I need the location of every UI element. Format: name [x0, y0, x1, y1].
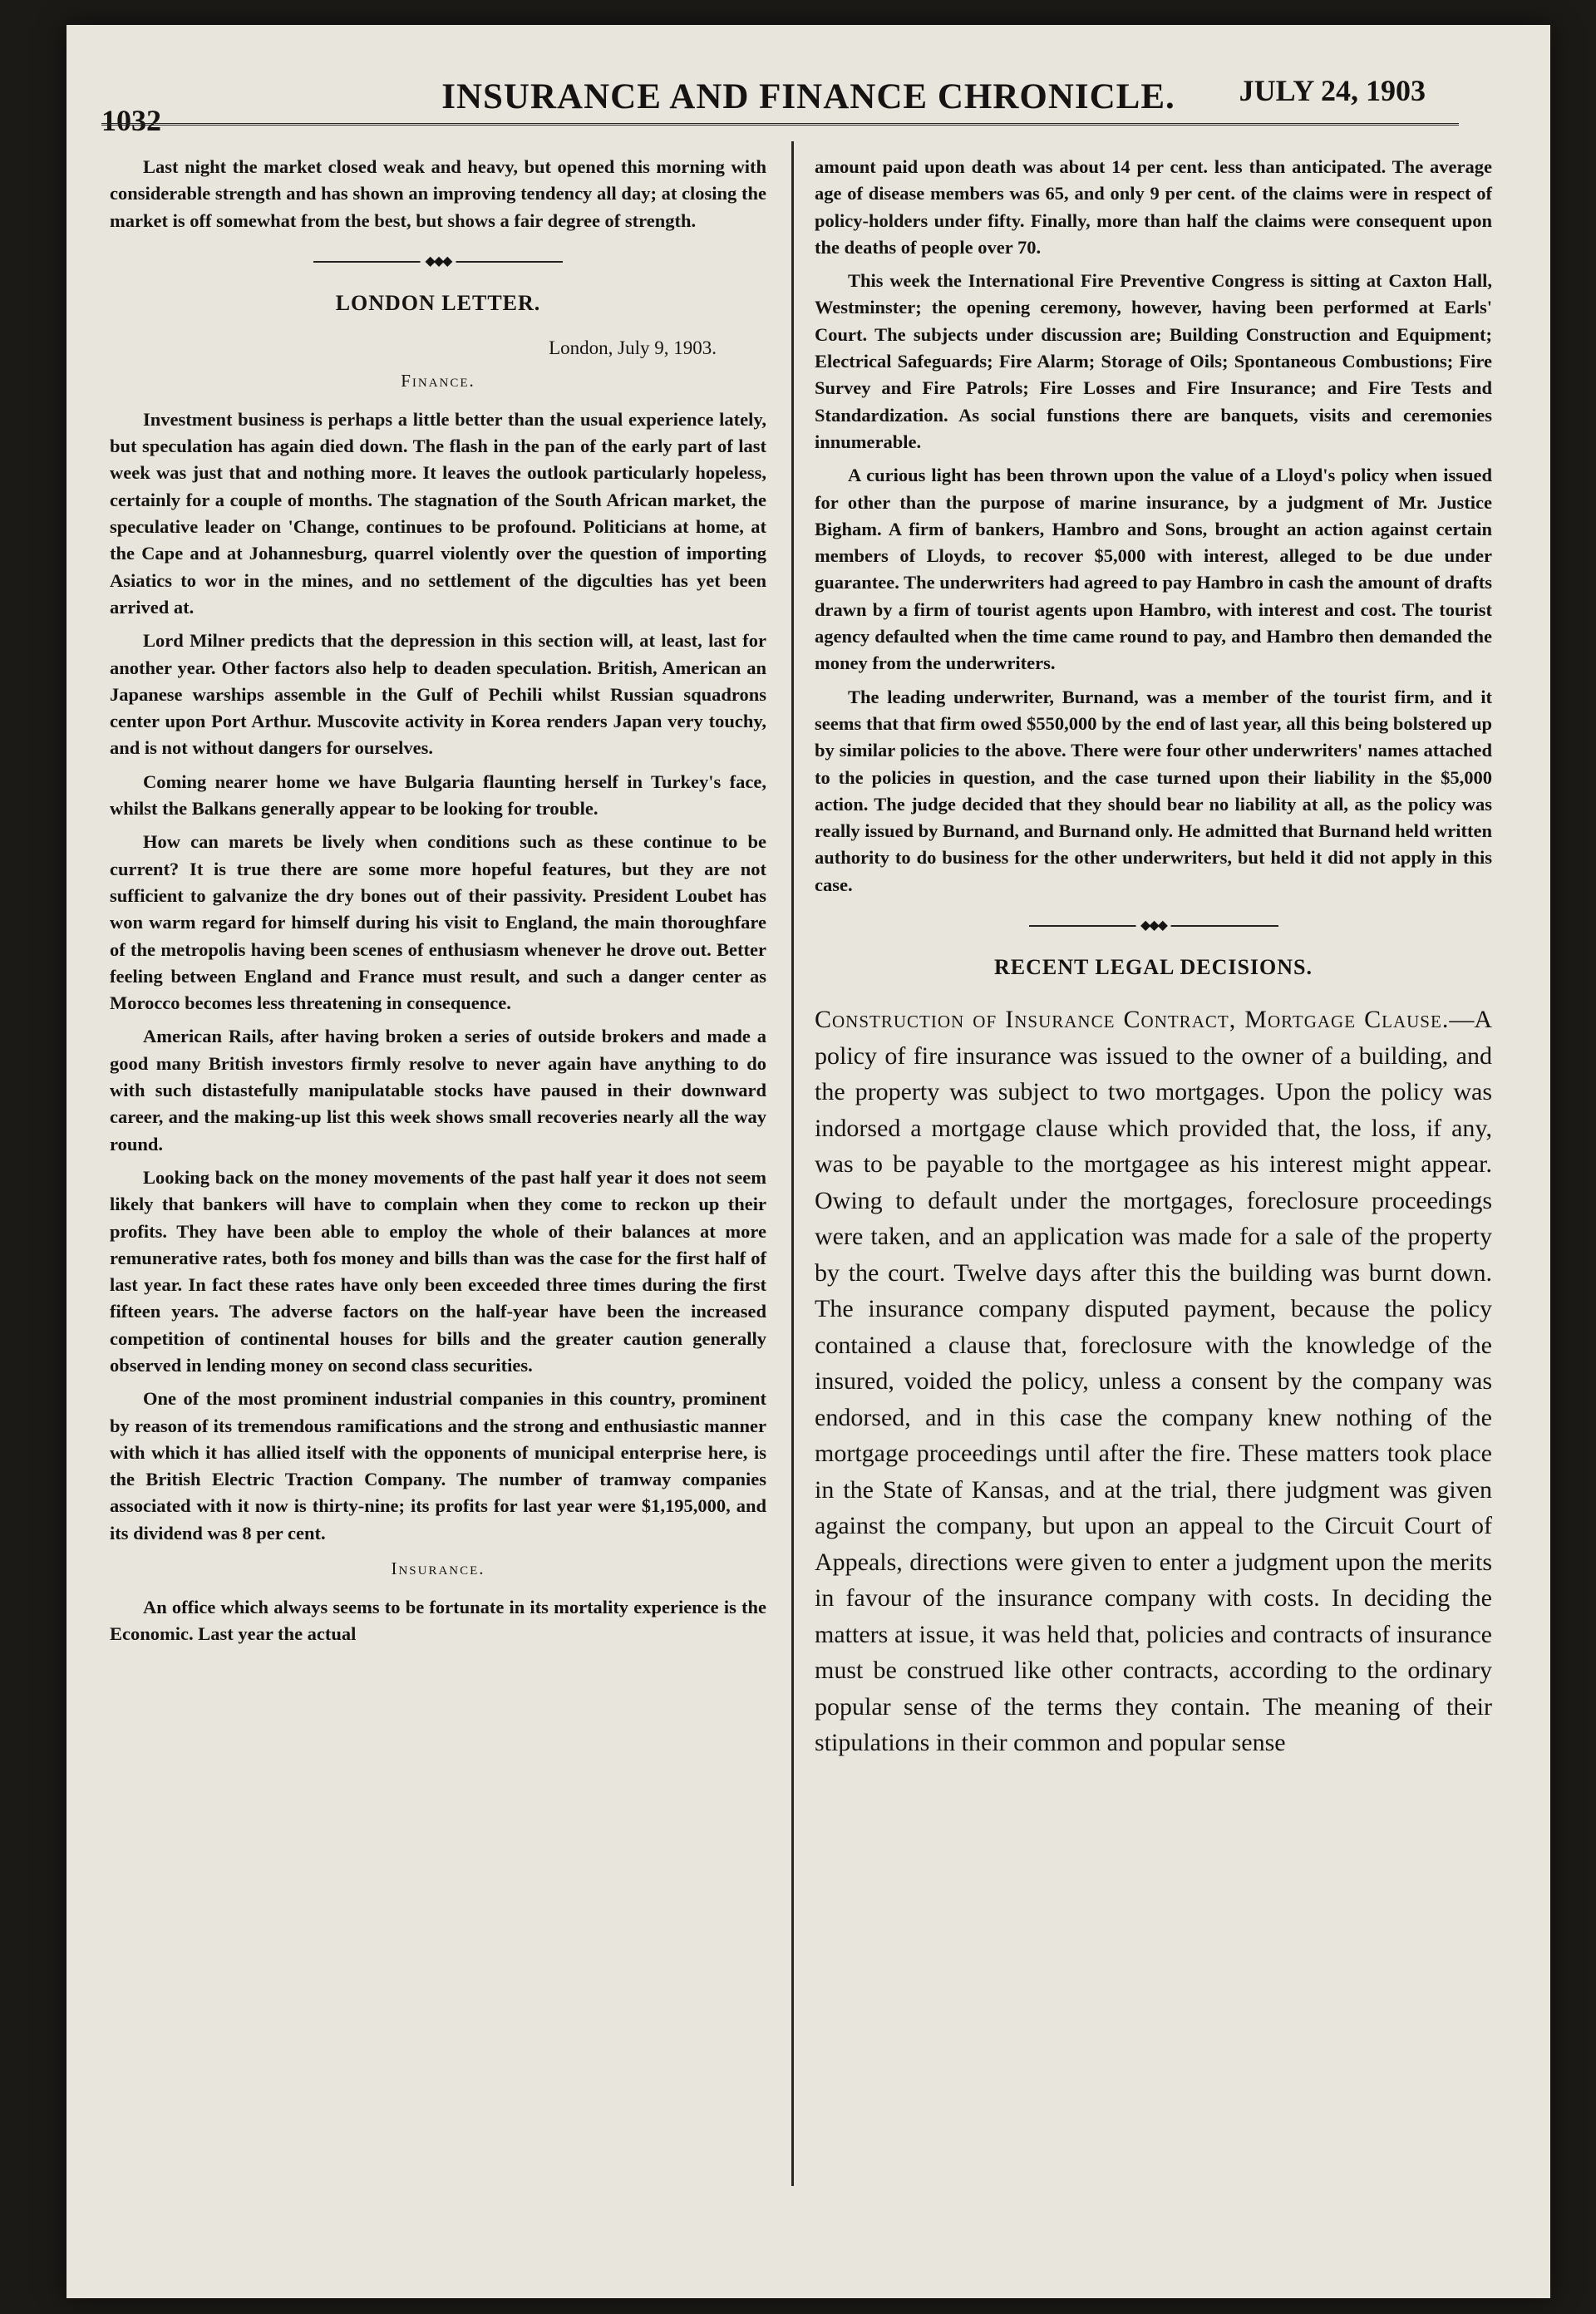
dateline: London, July 9, 1903.	[549, 337, 717, 358]
publication-title: INSURANCE AND FINANCE CHRONICLE.	[441, 77, 1175, 116]
market-paragraph: Last night the market closed weak and heavy, but opened this morning with considerable strength and has shown an improving tendency all day; at closing the market is off somewhat from the best, but shows a fair degree of strength.	[110, 156, 766, 231]
legal-case-body: —A policy of fire insurance was issued to the owner of a building, and the property was subject to two mortgages. Upon the policy was indorsed a mortgage clause which provided that, the loss, if any, was to be payable to the mortgagee as his interest might appear. Owing to default under the mortgages, foreclosure proceedings were taken, and an application was made for a sale of the property by the court. Twelve days after this the building was burnt down. The insurance company disputed payment, because the policy contained a clause that, foreclosure with the knowledge of the insured, voided the policy, unless a consent by the company was endorsed, and in this case the company knew nothing of the mortgage proceedings until after the fire. These matters took place in the State of Kansas, and at the trial, there judgment was given against the company, but upon an appeal to the Circuit Court of Appeals, directions were given to enter a judgment upon the merits in favour of the insurance company with costs. In deciding the matters at issue, it was held that, policies and contracts of insurance must be construed like other contracts, according to the ordinary popular sense of the terms they contain. The meaning of their stipulations in their common and popular sense	[815, 1006, 1492, 1757]
finance-subheading: Finance.	[401, 370, 475, 391]
legal-decisions-heading: RECENT LEGAL DECISIONS.	[993, 955, 1313, 980]
finance-paragraph: Lord Milner predicts that the depression in this section will, at least, last for another year. Other factors also help to deaden speculation. British, American an Japanese warships assemble in the Gulf of Pechili whilst Russian squadrons center upon Port Arthur. Muscovite activity in Korea renders Japan very touchy, and is not without dangers for ourselves.	[110, 630, 766, 759]
left-column	[110, 154, 766, 1655]
legal-case-title: Construction of Insurance Contract, Mortgage Clause.	[815, 1006, 1450, 1034]
ornament-glyphs: ◆◆◆	[421, 254, 456, 269]
finance-paragraph: How can marets be lively when conditions such as these continue to be current? It is true there are some more hopeful features, but they are not sufficient to galvanize the dry bones out of their passivity. President Loubet has won warm regard for himself during his visit to England, the main thoroughfare of the metropolis having been scenes of enthusiasm whenever he drove out. Better feeling between England and France must result, and such a danger center as Morocco becomes less threatening in consequence.	[110, 831, 766, 1014]
finance-paragraph: Investment business is perhaps a little better than the usual experience lately, but speculation has again died down. The flash in the pan of the early part of last week was just that and nothing more. It leaves the outlook particularly hopeless, certainly for a couple of months. The stagnation of the South African market, the speculative leader on 'Change, continues to be profound. Politicians at home, at the Cape and at Johannesburg, quarrel violently over the question of importing Asiatics to wor in the mines, and no settlement of the digculties has yet been arrived at.	[110, 408, 766, 618]
newspaper-page	[66, 25, 1550, 2298]
header-rule	[101, 123, 1459, 126]
page-number: 1032	[101, 104, 161, 137]
finance-paragraph: American Rails, after having broken a series of outside brokers and made a good many British investors firmly resolve to never again have anything to do with such distastefully manipulatable stocks have paused in their downward career, and the making-up list this week shows small recoveries nearly all the way round.	[110, 1026, 766, 1155]
column-divider	[791, 141, 794, 2186]
finance-paragraph: Looking back on the money movements of the past half year it does not seem likely that bankers will have to complain when they come to reckon up their profits. They have been able to employ the whole of their balances at more remunerative rates, both fos money and bills than was the case for the first half of last year. In fact these rates have only been exceeded three times during the first fifteen years. The adverse factors on the half-year have been the increased competition of continental houses for bills and the greater caution generally observed in lending money on second class securities.	[110, 1166, 766, 1376]
right-column	[815, 154, 1492, 1768]
london-letter-heading: LONDON LETTER.	[335, 290, 541, 315]
ornament-divider	[313, 254, 563, 269]
page-header	[66, 50, 1550, 137]
burnand-paragraph: The leading underwriter, Burnand, was a member of the tourist firm, and it seems that that firm owed $550,000 by the end of last year, all this being bolstered up by similar policies to the above. There were four other underwriters' names attached to the policies in question, and the case turned upon their liability in the $5,000 action. The judge decided that they should bear no liability at all, as the policy was really issued by Burnand, and Burnand only. He admitted that Burnand held written authority to do business for the other underwriters, but held it did not apply in this case.	[815, 686, 1492, 895]
insurance-continued-paragraph: amount paid upon death was about 14 per cent. less than anticipated. The average age of disease members was 65, and only 9 per cent. of the claims were in respect of policy-holders under fifty. Finally, more than half the claims were consequent upon the deaths of people over 70.	[815, 156, 1492, 258]
lloyds-policy-paragraph: A curious light has been thrown upon the value of a Lloyd's policy when issued for other than the purpose of marine insurance, by a judgment of Mr. Justice Bigham. A firm of bankers, Hambro and Sons, brought an action against certain members of Lloyds, to recover $5,000 with interest, alleged to be due under guarantee. The underwriters had agreed to pay Hambro in cash the amount of drafts drawn by a firm of tourist agents upon Hambro, with interest and cost. The tourist agency defaulted when the time came round to pay, and Hambro then demanded the money from the underwriters.	[815, 465, 1492, 674]
fire-congress-paragraph: This week the International Fire Preventive Congress is sitting at Caxton Hall, Westminster; the opening ceremony, however, having been performed at Earls' Court. The subjects under discussion are; Building Construction and Equipment; Electrical Safeguards; Fire Alarm; Storage of Oils; Spontaneous Combustions; Fire Survey and Fire Patrols; Fire Losses and Fire Insurance; and Fire Tests and Standardization. As social funstions there are banquets, visits and ceremonies innumerable.	[815, 270, 1492, 452]
ornament-glyphs: ◆◆◆	[1135, 918, 1171, 933]
finance-paragraph: One of the most prominent industrial companies in this country, prominent by reason of its tremendous ramifications and the strong and enthusiastic manner with which it has allied itself with the opponents of municipal enterprise here, is the British Electric Traction Company. The number of tramway companies associated with it now is thirty-nine; its profits for last year were $1,195,000, and its dividend was 8 per cent.	[110, 1388, 766, 1543]
issue-date: JULY 24, 1903	[1239, 74, 1426, 107]
legal-decision-paragraph	[815, 1002, 1492, 1761]
ornament-divider	[1029, 918, 1278, 933]
finance-paragraph: Coming nearer home we have Bulgaria flaunting herself in Turkey's face, whilst the Balkans generally appear to be looking for trouble.	[110, 771, 766, 820]
insurance-subheading: Insurance.	[391, 1558, 485, 1579]
insurance-paragraph: An office which always seems to be fortunate in its mortality experience is the Economic. Last year the actual	[110, 1597, 766, 1645]
